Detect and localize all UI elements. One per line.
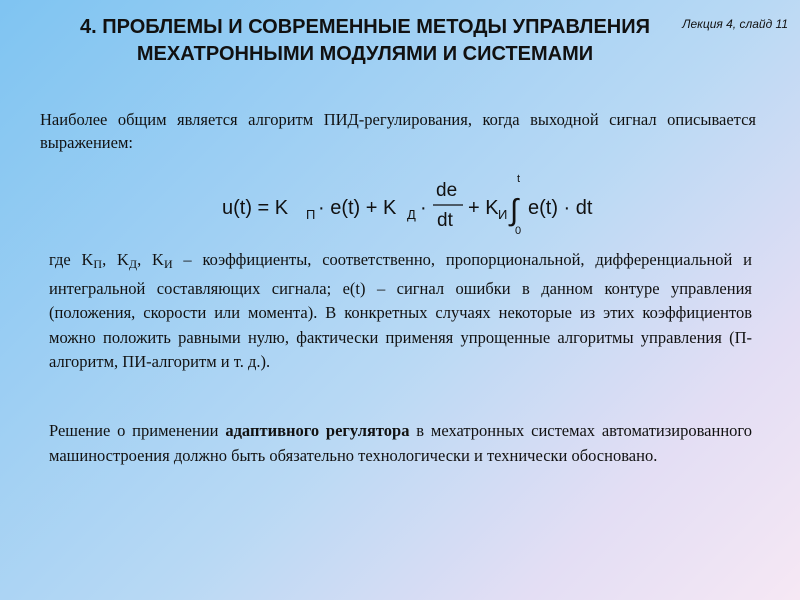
paragraph-adaptive bbox=[49, 419, 752, 468]
formula-plus-k: + K bbox=[468, 197, 499, 219]
p1-sep2: , K bbox=[137, 250, 164, 269]
p1-rest: – коэффициенты, соответственно, пропорциональной, дифференциальной и интегральной составляющих сигнала; e(t) – сигнал ошибки в данном контуре управления (положения, скорости или момента). В конкретных случаях некоторые из этих коэффициентов можно положить равными нулю, фактически применяя упрощенные алгоритмы управления (П-алгоритм, ПИ-алгоритм и т. д.). bbox=[49, 250, 752, 372]
formula-dot: · bbox=[420, 197, 427, 219]
formula-lower-limit: 0 bbox=[515, 225, 522, 237]
title-line-2: МЕХАТРОННЫМИ МОДУЛЯМИ И СИСТЕМАМИ bbox=[136, 43, 594, 65]
p2-before: Решение о применении bbox=[49, 421, 226, 440]
intro-text: Наиболее общим является алгоритм ПИД-регулирования, когда выходной сигнал описывается выражением: bbox=[40, 110, 756, 152]
formula-frac-num: de bbox=[436, 180, 458, 201]
ki-subscript: И bbox=[163, 257, 173, 271]
p1-sep1: , K bbox=[102, 250, 129, 269]
slide-reference: Лекция 4, слайд 11 bbox=[682, 17, 788, 31]
formula-lhs: u(t) = K bbox=[222, 197, 289, 219]
title-line-1: 4. ПРОБЛЕМЫ И СОВРЕМЕННЫЕ МЕТОДЫ УПРАВЛЕНИЯ bbox=[80, 16, 650, 38]
p1-start: где K bbox=[49, 250, 94, 269]
kd-subscript: Д bbox=[128, 257, 138, 271]
formula-kd-sub: Д bbox=[407, 207, 416, 222]
paragraph-coefficients bbox=[49, 248, 752, 375]
slide-title bbox=[20, 14, 710, 68]
formula-ki-sub: И bbox=[498, 207, 508, 222]
pid-formula bbox=[222, 172, 642, 238]
formula-kp-sub: П bbox=[306, 207, 316, 222]
formula-frac-den: dt bbox=[437, 210, 453, 231]
formula-term3: e(t) · dt bbox=[528, 197, 593, 219]
formula-integral: ∫ bbox=[510, 194, 519, 227]
formula-upper-limit: t bbox=[517, 173, 521, 185]
p2-after: в мехатронных системах автоматизированного машиностроения должно быть обязательно технологически и технически обосновано. bbox=[49, 421, 753, 465]
formula-term1: · e(t) + K bbox=[318, 197, 397, 219]
kp-subscript: П bbox=[93, 257, 103, 271]
p2-bold-term: адаптивного регулятора bbox=[225, 421, 410, 440]
